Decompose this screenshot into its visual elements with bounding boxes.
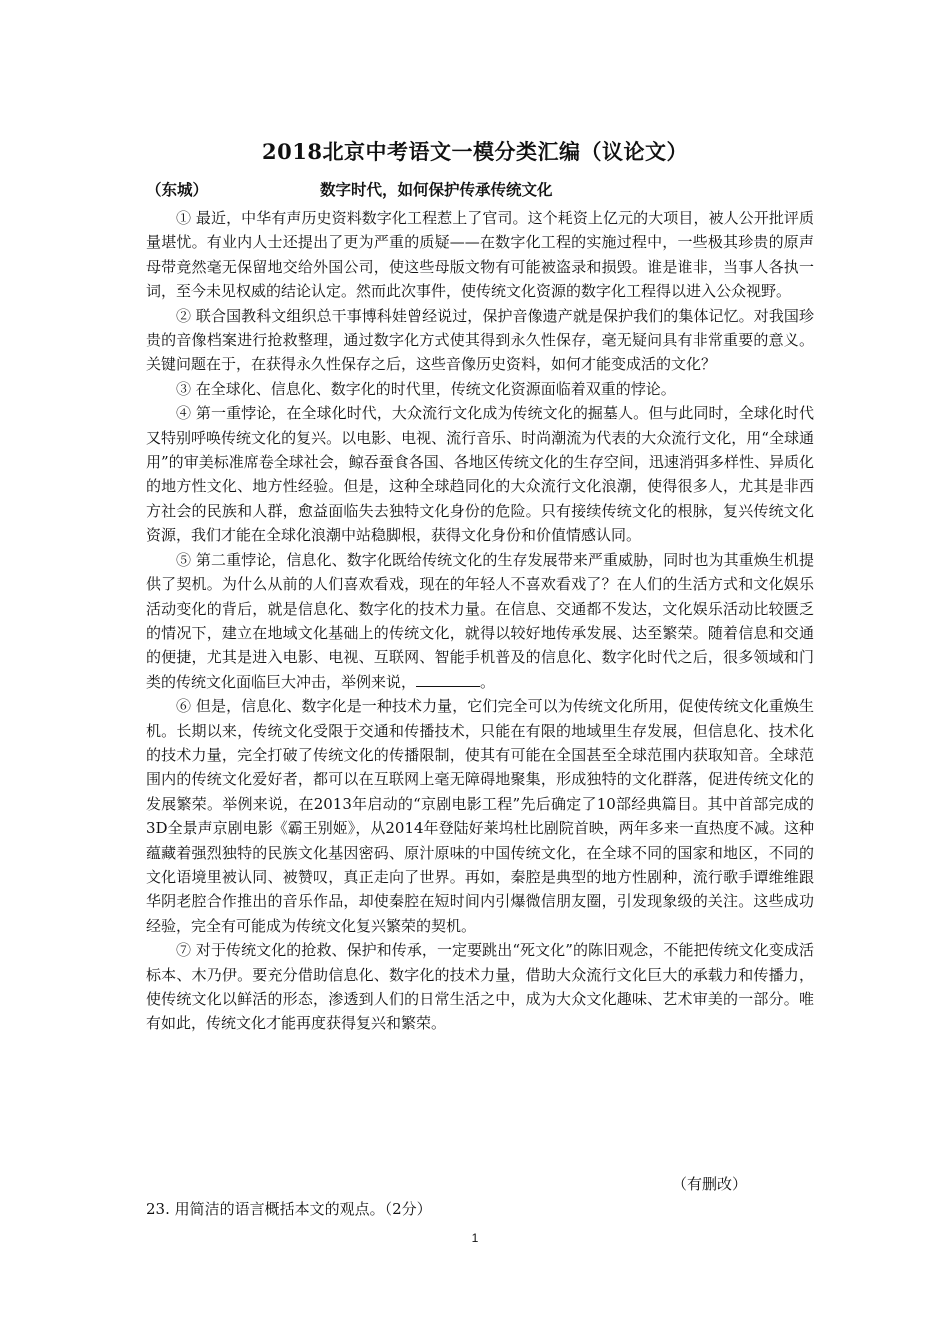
paragraph-7: ⑦ 对于传统文化的抢救、保护和传承，一定要跳出“死文化”的陈旧观念，不能把传统文化变成活标本、木乃伊。要充分借助信息化、数字化的技术力量，借助大众流行文化巨大的承载力和传播力，使传统文化以鲜活的形态，渗透到人们的日常生活之中，成为大众文化趣味、艺术审美的一部分。唯有如此，传统文化才能再度获得复兴和繁荣。 [146, 941, 814, 1033]
paragraph-5-text: ⑤ 第二重悖论，信息化、数字化既给传统文化的生存发展带来严重威胁，同时也为其重焕生机提供了契机。为什么从前的人们喜欢看戏，现在的年轻人不喜欢看戏了？在人们的生活方式和文化娱乐活动变化的背后，就是信息化、数字化的技术力量。在信息、交通都不发达，文化娱乐活动比较匮乏的情况下，建立在地域文化基础上的传统文化，就得以较好地传承发展、达至繁荣。随着信息和交通的便捷，尤其是进入电影、电视、互联网、智能手机普及的信息化、数字化时代之后，很多领域和门类的传统文化面临巨大冲击，举例来说， [146, 550, 814, 691]
source-note: （有删改） [672, 1175, 748, 1193]
paragraph-5 [146, 548, 814, 694]
article-title: 数字时代，如何保护传承传统文化 [320, 180, 553, 199]
paragraph-6: ⑥ 但是，信息化、数字化是一种技术力量，它们完全可以为传统文化所用，促使传统文化重焕生机。长期以来，传统文化受限于交通和传播技术，只能在有限的地域里生存发展，但信息化、技术化的技术力量，完全打破了传统文化的传播限制，使其有可能在全国甚至全球范围内获取知音。全球范围内的传统文化爱好者，都可以在互联网上毫无障碍地聚集，形成独特的文化群落，促进传统文化的发展繁荣。举例来说，在2013年启动的“京剧电影工程”先后确定了10部经典篇目。其中首部完成的3D全景声京剧电影《霸王别姬》，从2014年登陆好莱坞杜比剧院首映，两年多来一直热度不减。这种蕴藏着强烈独特的民族文化基因密码、原汁原味的中国传统文化，在全球不同的国家和地区，不同的文化语境里被认同、被赞叹，真正走向了世界。再如，秦腔是典型的地方性剧种，流行歌手谭维维跟华阴老腔合作推出的音乐作品，却使秦腔在短时间内引爆微信朋友圈，引发现象级的关注。这些成功经验，完全有可能成为传统文化复兴繁荣的契机。 [146, 697, 814, 935]
paragraph-2: ② 联合国教科文组织总干事博科娃曾经说过，保护音像遗产就是保护我们的集体记忆。对我国珍贵的音像档案进行抢救整理，通过数字化方式使其得到永久性保存，毫无疑问具有非常重要的意义。关键问题在于，在获得永久性保存之后，这些音像历史资料，如何才能变成活的文化？ [146, 306, 814, 374]
district-label: （东城） [146, 180, 209, 199]
paragraph-4: ④ 第一重悖论，在全球化时代，大众流行文化成为传统文化的掘墓人。但与此同时，全球化时代又特别呼唤传统文化的复兴。以电影、电视、流行音乐、时尚潮流为代表的大众流行文化，用“全球通用”的审美标准席卷全球社会，鲸吞蚕食各国、各地区传统文化的生存空间，迅速消弭多样性、异质化的地方性文化、地方性经验。但是，这种全球趋同化的大众流行文化浪潮，使得很多人，尤其是非西方社会的民族和人群，愈益面临失去独特文化身份的危险。只有接续传统文化的根脉，复兴传统文化资源，我们才能在全球化浪潮中站稳脚根，获得文化身份和价值情感认同。 [146, 404, 814, 545]
article-body [146, 206, 814, 1036]
page-number: 1 [471, 1231, 479, 1245]
document-title: 2018北京中考语文一模分类汇编（议论文） [262, 139, 688, 164]
paragraph-3: ③ 在全球化、信息化、数字化的时代里，传统文化资源面临着双重的悖论。 [176, 379, 676, 398]
paragraph-5-end: 。 [480, 672, 496, 691]
paragraph-1: ① 最近，中华有声历史资料数字化工程惹上了官司。这个耗资上亿元的大项目，被人公开批评质量堪忧。有业内人士还提出了更为严重的质疑——在数字化工程的实施过程中，一些极其珍贵的原声母带竟然毫无保留地交给外国公司，使这些母版文物有可能被盗录和损毁。谁是谁非，当事人各执一词，至今未见权威的结论认定。然而此次事件，使传统文化资源的数字化工程得以进入公众视野。 [146, 209, 814, 301]
question-23: 23. 用简洁的语言概括本文的观点。（2分） [146, 1200, 432, 1218]
fill-in-blank [416, 672, 480, 687]
